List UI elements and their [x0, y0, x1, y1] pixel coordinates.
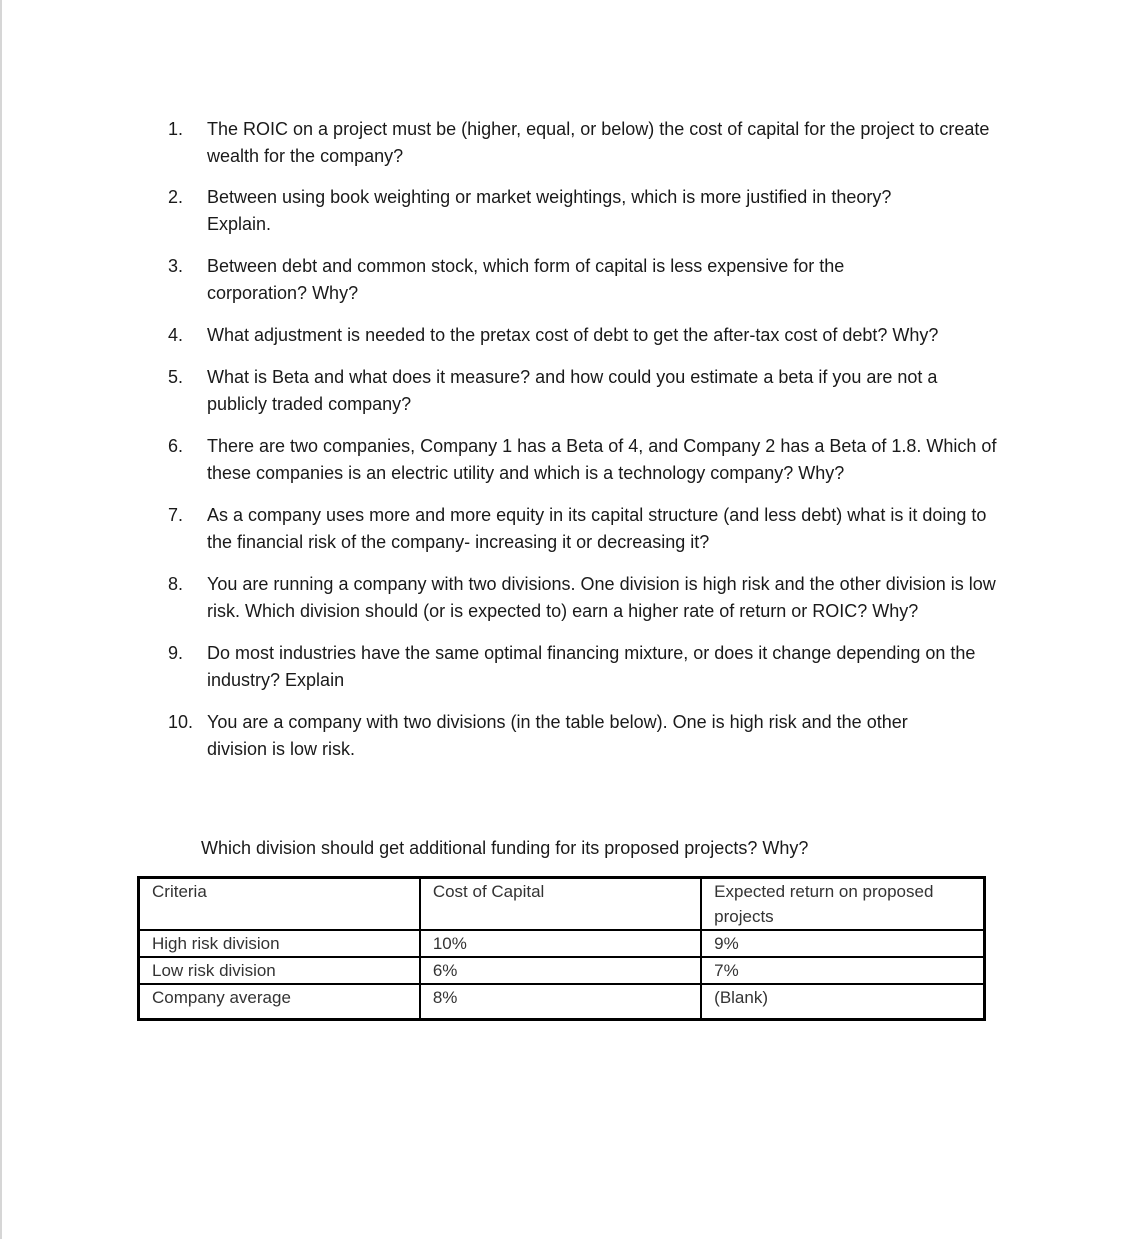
page-edge	[0, 0, 2, 1239]
table-cell: 7%	[701, 957, 984, 984]
question-text: Do most industries have the same optimal financing mixture, or does it change depending on the industry? Explain	[207, 643, 976, 690]
table-row	[139, 930, 985, 957]
question-text: There are two companies, Company 1 has a Beta of 4, and Company 2 has a Beta of 1.8. Which of these companies is an electric utility and which is a technology company? Why?	[207, 436, 997, 483]
follow-up-question: Which division should get additional funding for its proposed projects? Why?	[201, 838, 809, 858]
question-text: You are a company with two divisions (in the table below). One is high risk and the other division is low risk.	[207, 712, 908, 759]
table-header-cell: Expected return on proposed projects	[701, 878, 984, 931]
table-header-row	[139, 878, 985, 931]
question-number: 3.	[168, 256, 184, 276]
table-cell: Low risk division	[139, 957, 420, 984]
question-list	[168, 116, 998, 778]
question-item	[168, 253, 998, 307]
table-cell: 9%	[701, 930, 984, 957]
question-number: 10.	[168, 712, 194, 732]
table-row	[139, 984, 985, 1020]
question-number: 2.	[168, 187, 184, 207]
table-header-cell: Cost of Capital	[420, 878, 701, 931]
question-number: 9.	[168, 643, 184, 663]
table-cell: Company average	[139, 984, 420, 1020]
question-number: 8.	[168, 574, 184, 594]
question-item	[168, 433, 998, 487]
question-item	[168, 640, 998, 694]
table-header-cell: Criteria	[139, 878, 420, 931]
question-item	[168, 116, 998, 170]
question-item	[168, 322, 998, 349]
question-number: 6.	[168, 436, 184, 456]
table-row	[139, 957, 985, 984]
table-cell: High risk division	[139, 930, 420, 957]
table-cell: 8%	[420, 984, 701, 1020]
table-cell: 6%	[420, 957, 701, 984]
question-text: Between debt and common stock, which form of capital is less expensive for the corporation? Why?	[207, 256, 845, 303]
question-number: 7.	[168, 505, 184, 525]
question-number: 4.	[168, 325, 184, 345]
question-item	[168, 184, 998, 238]
question-item	[168, 709, 998, 763]
question-item	[168, 364, 998, 418]
question-text: What is Beta and what does it measure? and how could you estimate a beta if you are not a publicly traded company?	[207, 367, 938, 414]
table-cell: (Blank)	[701, 984, 984, 1020]
division-table	[137, 876, 986, 1021]
question-text: You are running a company with two divisions. One division is high risk and the other division is low risk. Which division should (or is expected to) earn a higher rate of return or ROIC? Why?	[207, 574, 996, 621]
question-text: The ROIC on a project must be (higher, equal, or below) the cost of capital for the project to create wealth for the company?	[207, 119, 990, 166]
question-text: Between using book weighting or market weightings, which is more justified in theory? Explain.	[207, 187, 892, 234]
question-text: As a company uses more and more equity in its capital structure (and less debt) what is it doing to the financial risk of the company- increasing it or decreasing it?	[207, 505, 987, 552]
table-cell: 10%	[420, 930, 701, 957]
question-item	[168, 571, 998, 625]
question-item	[168, 502, 998, 556]
question-number: 1.	[168, 119, 184, 139]
question-number: 5.	[168, 367, 184, 387]
question-text: What adjustment is needed to the pretax cost of debt to get the after-tax cost of debt? Why?	[207, 325, 939, 345]
